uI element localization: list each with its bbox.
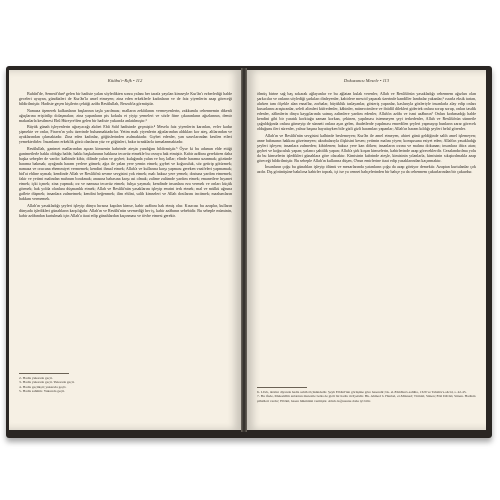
right-page: [247, 70, 486, 430]
footnote: 5- Hadis sahihtir. Yukarıda geçti.: [19, 388, 65, 393]
right-page-body: [257, 91, 476, 176]
right-paragraph: İnsanların çoğu bu günahları işleyip ölümü ve mezarlarında yatanların çoğu da azap görüyor demektir. Azaptan kurtulanlar çok azdır. Dış görünüşüne bakılırsa kabirler toprak, içi ise ya cennet bahçelerinden bir bahçe ya da cehennem çukurlarından bir çukurdur.: [257, 164, 476, 175]
right-paragraph: ölmüş birine sağ baş sokarak ağlayanlar ve bu ağlatan kulak verenler, Allah ve Resûlü'nün yasakladığı cehennem ağızları olan şarkıcılar ve onların söylediği şarkıları dinleyenler, kabirlere mescid yaparak üzerinde kandiller lambalar yakanlar,⁶ ısrarla eksik tartan, alırken tam ölçekle alan esnaflar, zorbalar, büyüklük taslayanlar, gösteriş yapanlar, kaslarıyla gözleriyle insanlarla alay edip onları kusurlarını araştıranlar, selefi alimleri küfredenler, kâhinler, müneccimlere ve ibtidâî dilekleri gidertek onlara sorup sorup, onları tasdik edenler, zâlimlerin dinya kaygılarında satmış zalimlere yardım edenler, Allah'ın azâbı ve ismi azâbının⁷ Onları korkmadığı halde kendini gibi bir yaratık korktuğu zaman korkan, çekinen, yapılması istenmeyen şeyi terkedenler, Allah ve Resûlü'nün sünnetle çağrıldığında onlara gitmeyip de sünneti onlara aşırı gelen, ibadetlerde yapılması emredilen şeyleri yapmayıp bunların zarar görecek olduğunu ileri sürenler, yalnız başına hayattayken bile gizli gizli haramları yapanlar; Allah'ın haram kıldığı şeyleri helal görenler.: [257, 91, 476, 132]
left-paragraph: Buhûrî'de, Semerâ'dan² gelen bir hadiste yalan söyledikten sonra yalanı her tarafa yayılan kimseyle Kur'ân'ı ezberlediği halde geceleri uyuyan, gündüzleri de Kur'ân'la amel etmeyen; zina eden erkeklerle kadınların ve de faiz yiyenlerin azap göreceği bildirilmiştir. Hadiste geçen kişilerin çektiği azâbı Resûlullah, Berzah'ta görmüştür.: [19, 91, 232, 107]
left-page: [9, 70, 241, 430]
left-paragraph: Resûlullah, ganimet mallarından aşıran kimsenin kabrinde ateşin yandığını bildirmiştir.⁵ Öyse ki bu adamın elde ettiği ganimetlerle hakkı olduğu halde, hakkı başkalarının hakkına tecavüz etmekle bu cezaya hak etmiştir. Kabir azâbını gerektiren daha başka sebepler de vardır: kalbinde kibir, dilinde yalan ve gıybet; kulağında yalan ve boş laflar; elinde harama uzanmak; gözünde harama bakmak; ayağında haram yerlere gitmek; ağız ile yalan yere yemin etmek; gıybet ve koğuculuk, söz getirip götürmek; namaza ve orucuna ehemmiyet vermemek; kendini ihmal etmek; Allah'a ve kullarına karşı yapması gereken vazifeleri yapmamak; bid'at ehline uymak; kendinde Allah ve Resûlü'nü sevme sevgisini yok etmek; malı haksız yere yemek; dostuna yardım etmemek; fakir ve yetimi malından mahrum bırakmak; anasına babasına karşı asi olmak; zalime zulümde yardım etmek; emanetlere hıyanet etmek; içki içmek; zina yapmak; ırz ve namusa tecavüz etmek; fuhşu yaymak; kendinde insanlara eza vermek ve onları küçük görmek; hak yolda olanlara düşmanlık etmek; Allah ve Resûlü'nün yasaklarını işleyip emrini terk etmek; mal ve mülkü uğruna gaflete düşmek; insanlara zulmetmek; kendini beğenmek; ilim ehlini, salih kimseleri ve Allah dostlarını incitmek; mazlumların hakkını vermemek.: [19, 145, 232, 202]
footnote-rule: [19, 373, 69, 374]
left-footnotes: [19, 376, 219, 393]
left-paragraph: Allah'ın yasakladığı şeyleri işleyip dünya hırsına kapılan kimse, kabir azâbını hak etmiş olur. Kısacası bu azaplar, kulların dünyada işledikleri günahların karşılığıdır. Allah'ın ve Resûlü'nün sevmediği her iş, kabir azâbının sebebidir. Bu sebeple müminin, kabir azâbından kurtulmak için Allah'a itaat edip günahlardan kaçınması ve tövbe etmesi gerekir.: [19, 202, 232, 218]
footnote: 6- Lâvlı, iktidar diyanda hadis sahih ölçüsündedir. Şeyh Elbânî'nin görüşüne göre hasendir; bk. el-Ehâdîsu's-sahîha, 1329 ve Tahzîru's-sâcid, s. 42-45.: [257, 390, 467, 394]
left-page-body: [19, 91, 232, 219]
right-paragraph: Allah'ın ve Resûlü'nün sevgisini kalbinde beslemeyen; Kur'ân ile amel etmeyen, ahiret günü geldiğinde salih amel işlemeyen; anne babasının hakkını gözetmeyen; akrabalarıyla ilişkisini kesen; yetimin malını yiyen; komşusuna eziyet eden; Allah'ın yasakladığı şeyleri işleyen; insanlara zulmeden; kibirlenen; haksız yere kan döken; insanların ırzına ve malına dokunan; insanlara iftira atan; gıybet ve koğuculuk yapan; yalancı şahitlik yapan; Allah'a şirk koşan kimselerin, kabirlerinde azap göreceklerdir. Cezalandırılma yolu da bu kimselerin işledikleri günahlara göre olacaktır. Kimisinin kabrinde ateşle, kimisinin yılanlarla, kimisinin sıkıştırılmakla azap göreceği bildirilmiştir. Bu sebeple Allah'ın kullarına düşen, O'nun emirlerine itaat edip yasaklarından kaçınmaktır.: [257, 132, 476, 163]
footnote: 2- Hadis yukarıda geçti.: [19, 376, 53, 380]
footnote: 7- Bu ifade, Mukaddîm anlatılan mutezile belkı de gizli bir hadis rivâyetidir. Bk. Ahmed b. Hanbel, el-Müsned; Tirmizî, Sünen; Ebû Dâvûd, Sünen. Hadisin şâhidleri vardır; Elbânî, hasen hükmünü vermiştir. Allah doğrusunu daha iyi bilir.: [257, 394, 476, 403]
left-paragraph: Büyük günah işleyenlerin uğrayacağı akıbet Ebû Saîd hadisinde geçmiştir.⁴ Mesela faiz yiyenlerin karınları, evler kadar şişmekte ve onlar, Firavn'ın yolu üzerinde bulunmaktadırlar. Yetim malı yiyenlerin ağızlarından aldıkları kor ateş, altlarından ve ayaklarından çıkmaktadır. Zina eden kadınlar, göğüslerinden asılmaktadır. Gıybet edenler, yan uzuvlarından kesilen etleri yemektedirler. İnsanların erkeklik gözü olanların yüz ve göğüsleri, bakır tırnaklarla tırmalanmaktadır.: [19, 124, 232, 145]
left-paragraph: Namaza üşenerek kalkanların başlarının taşla yarılması; malların zekâtlarını vermeyenlerin, zakkumlu cehennemin dikenli ağaçlarına eriştirilip dolaşmaları; zina yapanların pis kokulu et yiyip yemeleri ve sözle fitne çıkaranların ağızlarının, demir makaslarla kesilmesi Ebû Hüreyre'den gelen bir hadiste yukarıda anlatılmıştır.³: [19, 107, 232, 123]
right-footnotes: [257, 390, 476, 403]
footnote-rule: [257, 387, 307, 388]
left-page-header: Kitâbu'r-Rıfk • 112: [107, 78, 143, 83]
footnote: 3- Hadis yukarıda geçti. Yukarıda geçti.: [19, 380, 75, 385]
right-page-header: Dokuzuncu Mesele • 113: [343, 78, 390, 83]
footnote: 4- Hadis geçmişti; yukarıda geçti.: [19, 384, 67, 389]
